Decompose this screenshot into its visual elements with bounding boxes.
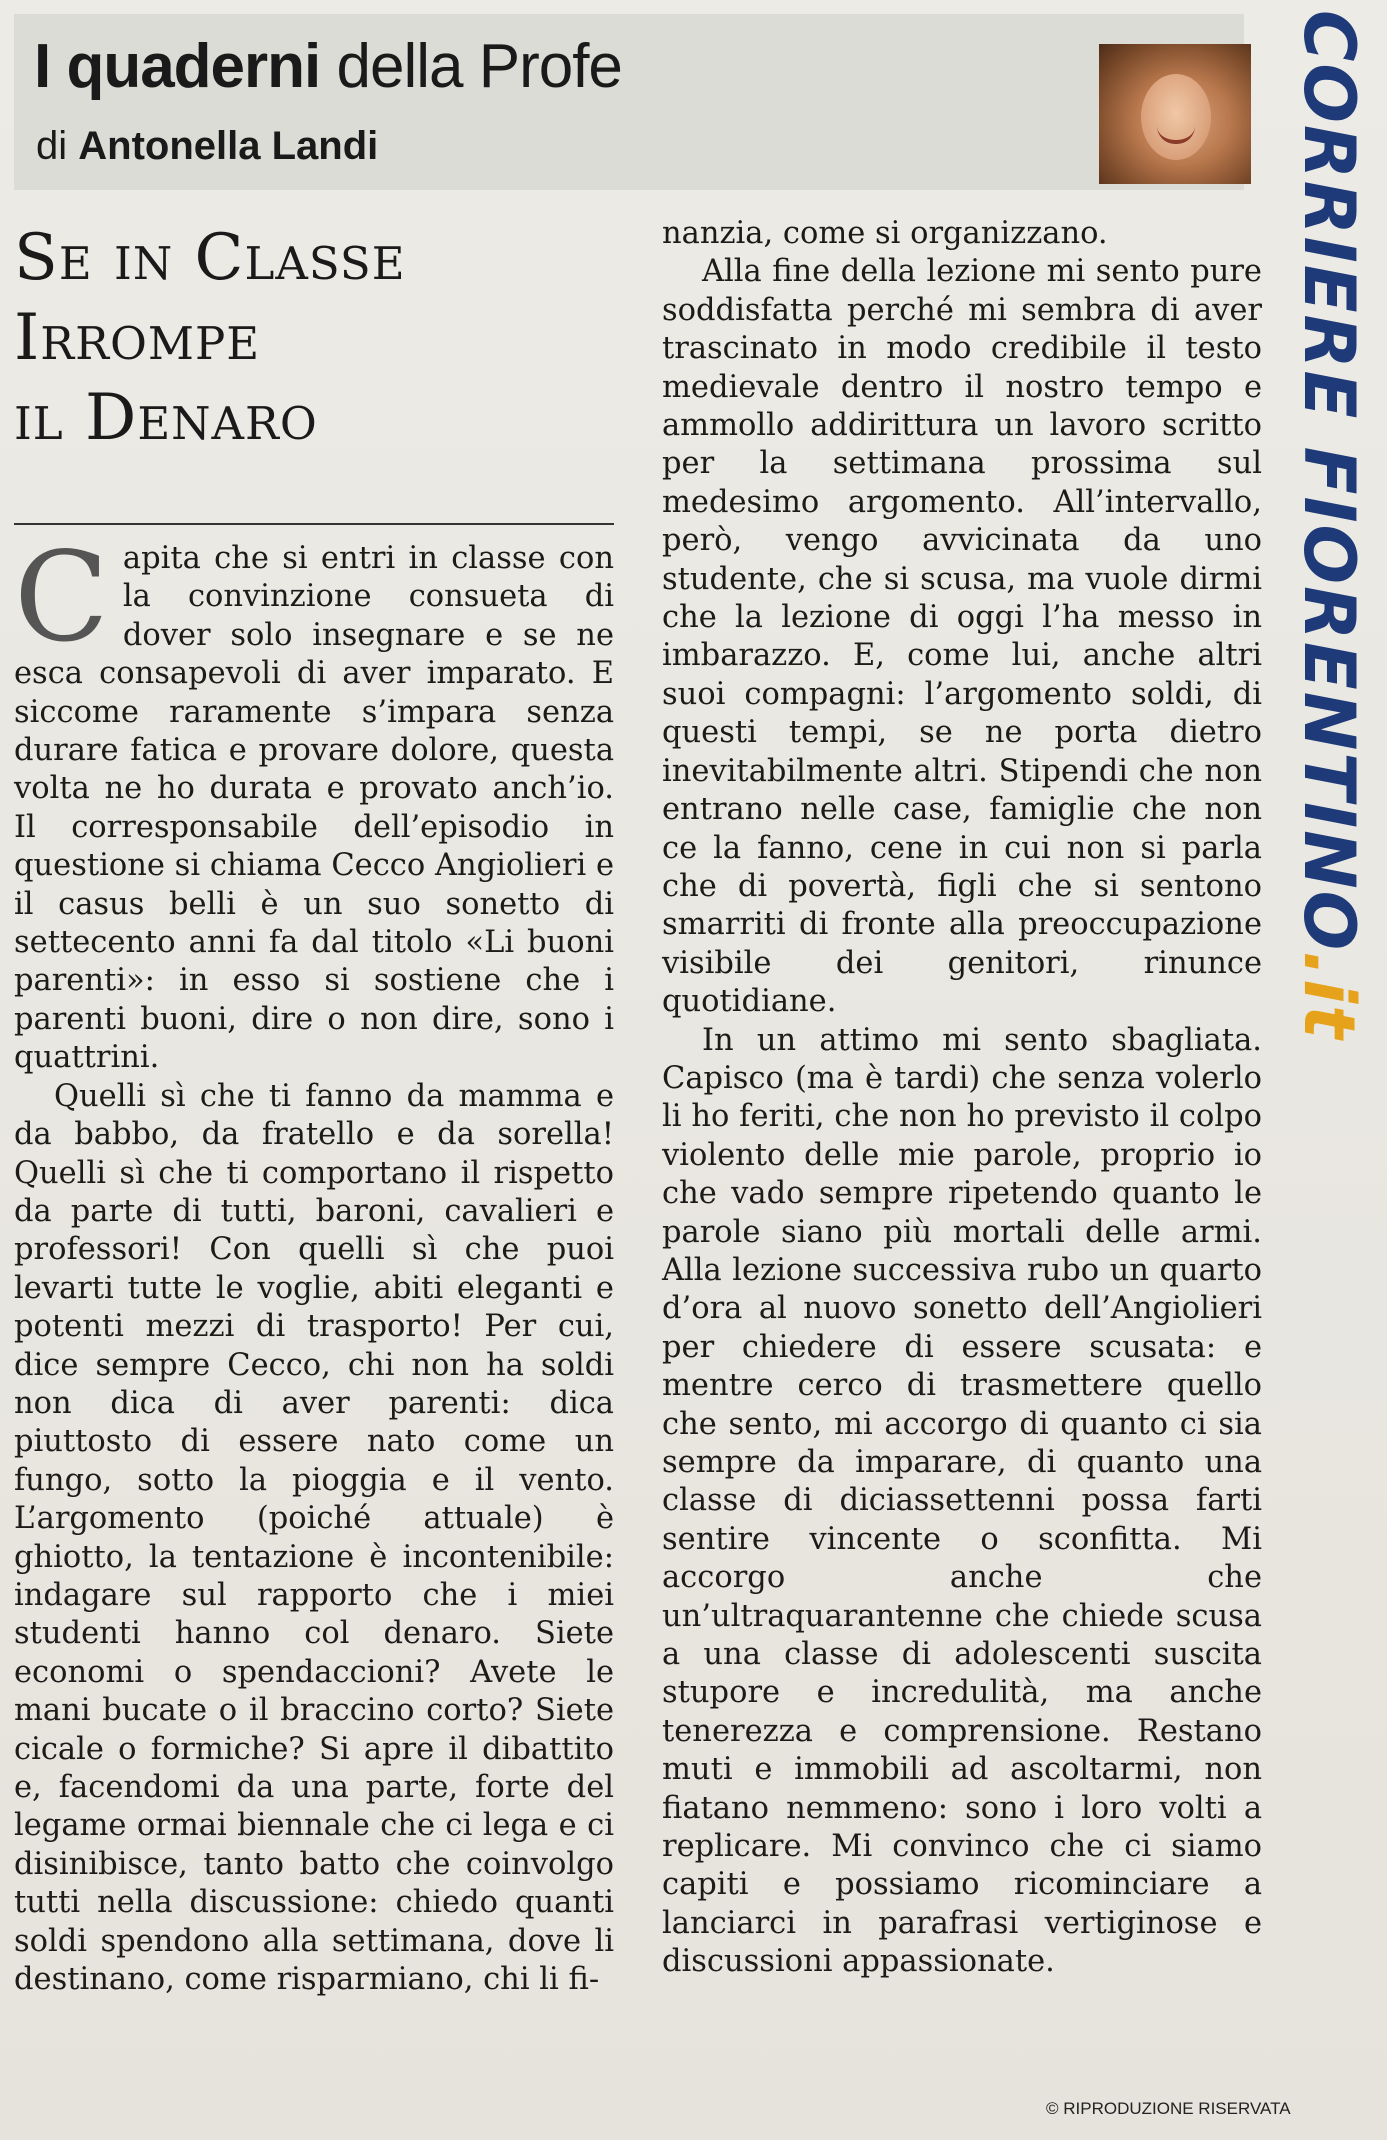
paragraph-3: Alla fine della lezione mi sento pure soddisfatta perché mi sembra di aver trascinato in modo credibile il testo medievale dentro il nostro tempo e ammollo addirittura un lavoro scritto per la settimana prossima sul medesimo argomento. All’intervallo, però, vengo avvicinata da uno studente, che si scusa, ma vuole dirmi che la lezione di oggi l’ha messo in imbarazzo. E, come lui, anche altri suoi compagni: l’argomento soldi, di questi tempi, se ne porta dietro inevitabilmente altri. Stipendi che non entrano nelle case, famiglie che non ce la fanno, cene in cui non si parla che di povertà, figli che si sentono smarriti di fronte alla preoccupazione visibile dei genitori, rinunce quotidiane. bbox=[662, 254, 1262, 1020]
paragraph-2-continued: nanzia, come si organizzano. bbox=[662, 216, 1108, 251]
author-photo bbox=[1099, 44, 1251, 184]
author-prefix: di bbox=[36, 124, 79, 168]
headline-line-3: il Denaro bbox=[14, 381, 318, 455]
logo-text bbox=[1290, 10, 1368, 1041]
author-byline bbox=[36, 124, 378, 169]
column-title-bold: I quaderni bbox=[34, 32, 321, 101]
column-title bbox=[34, 34, 622, 100]
article-column-1 bbox=[14, 526, 614, 1999]
newspaper-logo bbox=[1290, 10, 1370, 1040]
paragraph-2: Quelli sì che ti fanno da mamma e da babbo, da fratello e da sorella! Quelli sì che ti comportano il rispetto da parte di tutti, baroni, cavalieri e professori! Con quelli sì che puoi levarti tutte le voglie, abiti eleganti e potenti mezzi di trasporto! Per cui, dice sempre Cecco, chi non ha soldi non dica di aver parenti: dica piuttosto di essere nato come un fungo, sotto la pioggia e il vento. L’argomento (poiché attuale) è ghiotto, la tentazione è incontenibile: indagare sul rapporto che i miei studenti hanno col denaro. Siete economi o spendaccioni? Avete le mani bucate o il braccino corto? Siete cicale o formiche? Si apre il dibattito e, facendomi da una parte, forte del legame ormai biennale che ci lega e ci disinibisce, tanto batto che coinvolgo tutti nella discussione: chiedo quanti soldi spendono alla settimana, dove li destinano, come risparmiano, chi li fi- bbox=[14, 1078, 614, 1998]
paragraph-4: In un attimo mi sento sbagliata. Capisco (ma è tardi) che senza volerlo li ho feriti, che non ho previsto il colpo violento delle mie parole, proprio io che vado sempre ripetendo quanto le parole siano più mortali delle armi. Alla lezione successiva rubo un quarto d’ora al nuovo sonetto dell’Angiolieri per chiedere di essere scusata: e mentre cerco di trasmettere quello che sento, mi accorgo di quanto ci sia sempre da imparare, di quanto una classe di diciassettenni possa farti sentire vincente o sconfitta. Mi accorgo anche che un’ultraquarantenne che chiede scusa a una classe di adolescenti suscita stupore e incredulità, ma anche tenerezza e comprensione. Restano muti e immobili ad ascoltarmi, non fiatano nemmeno: sono i loro volti a replicare. Mi convinco che ci siamo capiti e possiamo ricominciare a lanciarci in parafrasi vertiginose e discussioni appassionate. bbox=[662, 1022, 1262, 1980]
logo-suffix: .it bbox=[1288, 950, 1370, 1041]
headline-line-2: Irrompe bbox=[14, 301, 261, 375]
headline-divider bbox=[14, 523, 614, 525]
drop-cap: C bbox=[14, 526, 109, 670]
headline-line-1: Se in Classe bbox=[14, 221, 406, 295]
paragraph-1 bbox=[14, 526, 614, 1078]
column-header bbox=[14, 14, 1244, 190]
column-title-rest: della Profe bbox=[320, 32, 622, 101]
article-headline bbox=[14, 218, 614, 458]
author-name: Antonella Landi bbox=[78, 124, 379, 168]
paragraph-1-text: apita che si entri in classe con la convinzione consueta di dover solo insegnare e se ne esca consapevoli di aver imparato. E siccome raramente s’impara senza durare fatica e provare dolore, questa volta ne ho durata e provato anch’io. Il corresponsabile dell’episodio in questione si chiama Cecco Angiolieri e il casus belli è un suo sonetto di settecento anni fa dal titolo «Li buoni parenti»: in esso si sostiene che i parenti buoni, dire o non dire, sono i quattrini. bbox=[14, 541, 614, 1076]
logo-main: CORRIERE FIORENTINO bbox=[1288, 10, 1370, 951]
article-column-2 bbox=[662, 215, 1262, 1982]
author-face bbox=[1141, 74, 1211, 160]
copyright-notice: © RIPRODUZIONE RISERVATA bbox=[1046, 2099, 1291, 2118]
